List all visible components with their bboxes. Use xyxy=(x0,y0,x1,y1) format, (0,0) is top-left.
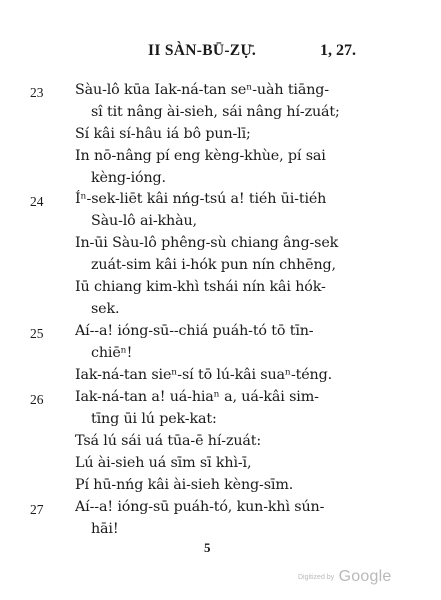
verse-line: Iak-ná-tan sieⁿ-sí tō lú-kâi suaⁿ-téng. xyxy=(75,367,332,383)
verse-line: hāi! xyxy=(91,521,119,537)
verse-line: chiēⁿ! xyxy=(91,345,133,361)
verse-line: Íⁿ-sek-liēt kâi nńg-tsú a! tiéh ūi-tiéh xyxy=(75,191,327,207)
verse-line: Iū chiang kim-khì tshái nín kâi hók- xyxy=(75,279,326,295)
verse-line: Aí--a! ióng-sū puáh-tó, kun-khì sún- xyxy=(75,499,325,515)
verse-line: Sí kâi sí-hâu iá bô pun-lī; xyxy=(75,126,251,142)
verse-line: In-ūi Sàu-lô phêng-sù chiang âng-sek xyxy=(75,235,339,251)
verse-line: Sàu-lô kūa Iak-ná-tan seⁿ-uàh tiāng- xyxy=(75,82,329,98)
running-title: II SÀN-BŪ-ZỤ̄. xyxy=(148,42,257,59)
verse-line: In nō-nâng pí eng kèng-khùe, pí sai xyxy=(75,148,326,164)
chapter-verse-reference: 1, 27. xyxy=(320,42,356,59)
verse-number: 24 xyxy=(30,194,44,209)
page-number: 5 xyxy=(204,540,211,555)
verse-line: Sàu-lô ai-khàu, xyxy=(91,213,197,229)
verse-line: sî tit nâng ài-sieh, sái nâng hí-zuát; xyxy=(91,104,340,120)
verse-line: Lú ài-sieh uá sīm sī khì-ī, xyxy=(75,455,252,471)
digitized-watermark xyxy=(298,568,391,586)
verse-line: Iak-ná-tan a! uá-hiaⁿ a, uá-kâi sim- xyxy=(75,389,319,405)
verse-line: Pí hū-nńg kâi ài-sieh kèng-sīm. xyxy=(75,477,294,493)
verse-line: Tsá lú sái uá tūa-ē hí-zuát: xyxy=(75,433,262,449)
verse-line: Aí--a! ióng-sū--chiá puáh-tó tō tīn- xyxy=(75,323,314,339)
verse-number: 26 xyxy=(30,392,44,407)
verse-line: tīng ūi lú pek-kat: xyxy=(91,411,217,427)
verse-number: 23 xyxy=(30,85,44,100)
watermark-prefix: Digitized by xyxy=(298,574,335,581)
verse-number: 27 xyxy=(30,502,44,517)
verse-number: 25 xyxy=(30,326,44,341)
google-logo: Google xyxy=(338,568,392,585)
page-header xyxy=(0,42,441,64)
verse-line: kèng-ióng. xyxy=(91,170,166,186)
verse-line: zuát-sim kâi i-hók pun nín chhēng, xyxy=(91,257,336,273)
verse-line: sek. xyxy=(91,301,120,317)
